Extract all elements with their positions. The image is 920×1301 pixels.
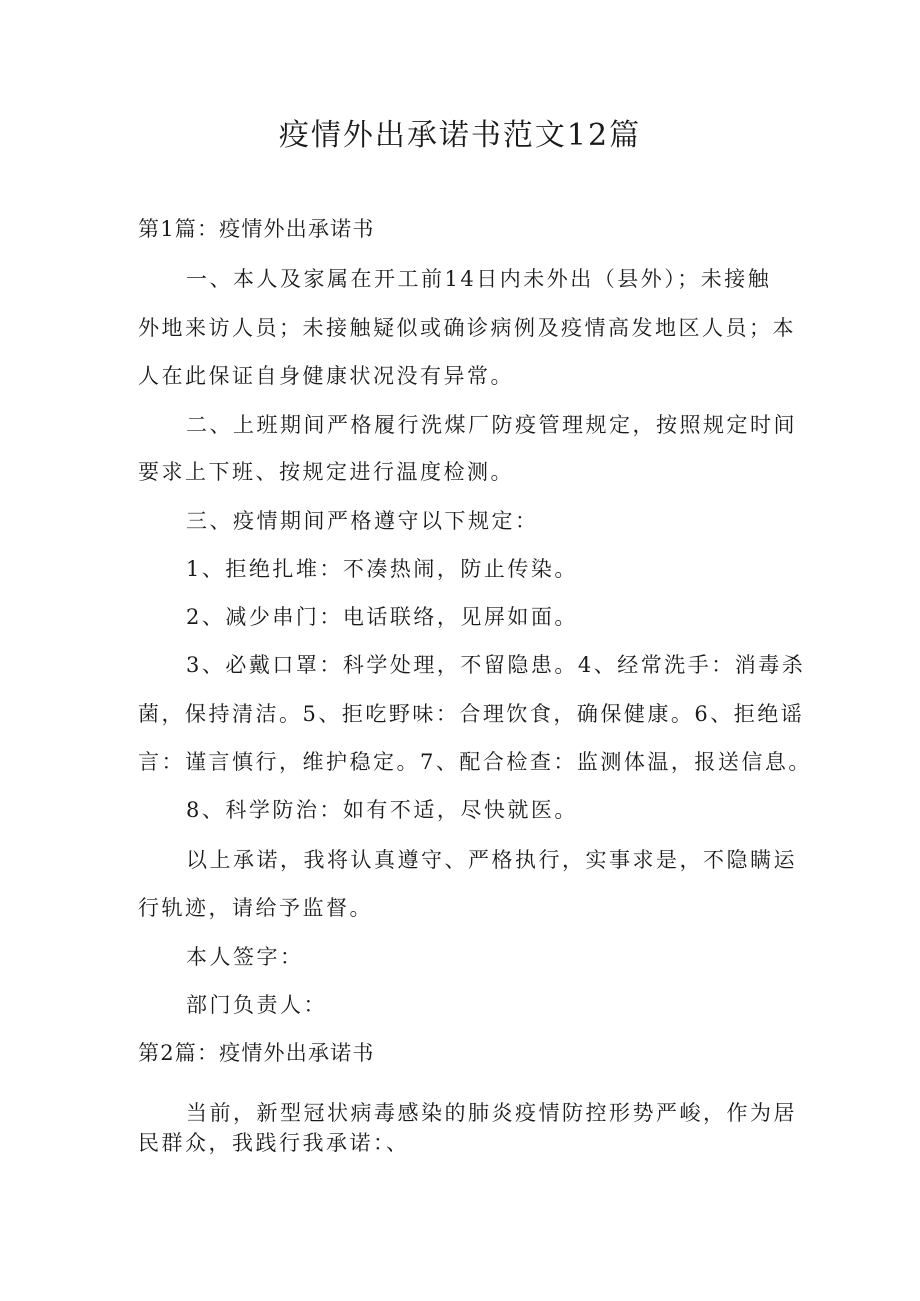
section-heading-1: 第1篇：疫情外出承诺书 — [138, 217, 375, 241]
paragraph-line: 人在此保证自身健康状况没有异常。 — [138, 364, 514, 388]
department-head-label: 部门负责人： — [186, 993, 327, 1017]
paragraph-line: 菌，保持清洁。5、拒吃野味：合理饮食，确保健康。6、拒绝谣 — [138, 702, 805, 726]
paragraph-line: 2、减少串门：电话联络，见屏如面。 — [186, 605, 578, 629]
paragraph-line: 8、科学防治：如有不适，尽快就医。 — [186, 798, 578, 822]
paragraph-line: 民群众，我践行我承诺：、 — [138, 1131, 410, 1155]
paragraph-line: 当前，新型冠状病毒感染的肺炎疫情防控形势严峻，作为居 — [186, 1101, 797, 1125]
paragraph-line: 二、上班期间严格履行洗煤厂防疫管理规定，按照规定时间 — [186, 413, 797, 437]
paragraph-line: 一、本人及家属在开工前14日内未外出（县外）；未接触 — [186, 267, 772, 291]
paragraph-line: 言：谨言慎行，维护稳定。7、配合检查：监测体温，报送信息。 — [138, 750, 812, 774]
paragraph-line: 3、必戴口罩：科学处理，不留隐患。4、经常洗手：消毒杀 — [186, 653, 806, 677]
paragraph-line: 要求上下班、按规定进行温度检测。 — [138, 460, 514, 484]
paragraph-line: 外地来访人员；未接触疑似或确诊病例及疫情高发地区人员；本 — [138, 316, 796, 340]
document-title: 疫情外出承诺书范文12篇 — [278, 118, 642, 153]
signature-label: 本人签字： — [186, 945, 304, 969]
paragraph-line: 行轨迹，请给予监督。 — [138, 896, 373, 920]
paragraph-line: 以上承诺，我将认真遵守、严格执行，实事求是，不隐瞒运 — [186, 848, 797, 872]
paragraph-line: 三、疫情期间严格遵守以下规定： — [186, 509, 539, 533]
paragraph-line: 1、拒绝扎堆：不凑热闹，防止传染。 — [186, 557, 578, 581]
section-heading-2: 第2篇：疫情外出承诺书 — [138, 1041, 375, 1065]
